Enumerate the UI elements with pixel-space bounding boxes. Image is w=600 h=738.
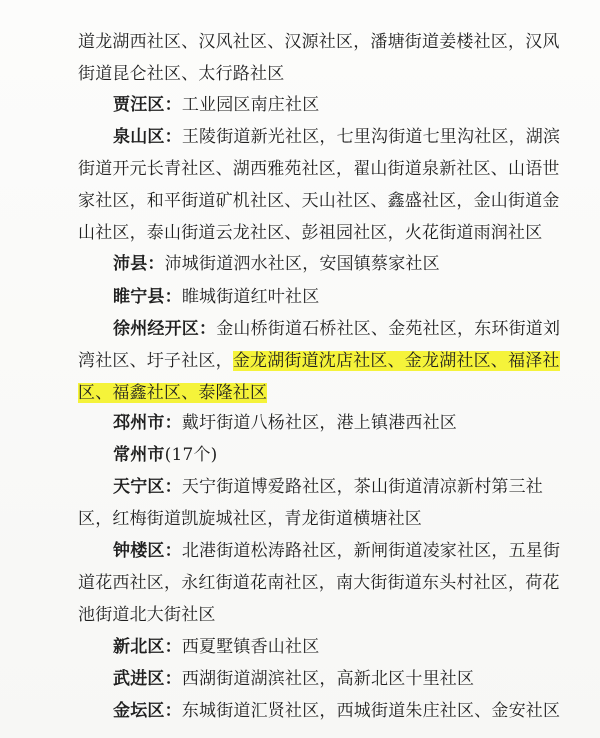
text-line: 工业园区南庄社区 — [181, 95, 320, 115]
paragraph-suining — [0, 281, 600, 313]
paragraph-zhonglou — [0, 535, 600, 631]
district-heading: 贾汪区： — [113, 95, 182, 115]
city-heading-changzhou — [0, 439, 600, 471]
district-heading: 邳州市： — [113, 413, 182, 433]
text-line: 道龙湖西社区、汉风社区、汉源社区，潘塘街道姜楼社区，汉风 — [78, 32, 560, 52]
text-line: 区，红梅街道凯旋城社区，青龙街道横塘社区 — [78, 509, 422, 529]
paragraph-tianning — [0, 471, 600, 535]
paragraph-pizhou — [0, 407, 600, 439]
text-line: 街道开元长青社区、湖西雅苑社区，翟山街道泉新社区、山语世 — [78, 159, 560, 179]
district-heading: 武进区： — [113, 669, 182, 689]
city-count: (17个) — [164, 445, 218, 465]
text-line: 家社区，和平街道矿机社区、天山社区、鑫盛社区，金山街道金 — [78, 191, 560, 211]
paragraph-jiawang — [0, 89, 600, 121]
city-heading: 常州市 — [113, 445, 165, 465]
paragraph-wujin — [0, 663, 600, 695]
district-heading: 金坛区： — [113, 701, 182, 721]
text-line: 天宁街道博爱路社区，茶山街道清凉新村第三社 — [181, 477, 544, 497]
paragraph-xuzhou-econ-zone — [0, 313, 600, 409]
paragraph-peixian — [0, 248, 600, 280]
text-line: 西湖街道湖滨社区，高新北区十里社区 — [181, 669, 475, 689]
paragraph-xinbei — [0, 631, 600, 663]
highlighted-text: 区、福鑫社区、泰隆社区 — [78, 383, 268, 403]
district-heading: 泉山区： — [113, 127, 182, 147]
text-line: 王陵街道新光社区，七里沟街道七里沟社区，湖滨 — [181, 127, 561, 147]
text-line: 戴圩街道八杨社区，港上镇港西社区 — [181, 413, 458, 433]
text-line: 沛城街道泗水社区，安国镇蔡家社区 — [164, 254, 440, 274]
paragraph-continuation — [0, 26, 600, 90]
district-heading: 新北区： — [113, 637, 182, 657]
district-heading: 沛县： — [113, 254, 165, 274]
highlighted-text: 金龙湖街道沈店社区、金龙湖社区、福泽社 — [232, 351, 560, 371]
district-heading: 睢宁县： — [113, 287, 182, 307]
district-heading: 天宁区： — [113, 477, 182, 497]
district-heading: 钟楼区： — [113, 541, 182, 561]
paragraph-quanshan — [0, 121, 600, 249]
text-line: 街道昆仑社区、太行路社区 — [78, 64, 285, 84]
text-line: 金山桥街道石桥社区、金苑社区，东环街道刘 — [216, 319, 561, 339]
text-line: 池街道北大街社区 — [78, 605, 216, 625]
text-line: 睢城街道红叶社区 — [181, 287, 320, 307]
text-line: 西夏墅镇香山社区 — [181, 637, 320, 657]
paragraph-jintan — [0, 695, 600, 727]
text-line: 北港街道松涛路社区，新闸街道凌家社区，五星街 — [181, 541, 561, 561]
text-line: 湾社区、圩子社区， — [78, 351, 233, 371]
text-line: 东城街道汇贤社区，西城街道朱庄社区、金安社区 — [181, 701, 561, 721]
district-heading: 徐州经开区： — [113, 319, 217, 339]
text-line: 山社区，泰山街道云龙社区、彭祖园社区，火花街道雨润社区 — [78, 223, 543, 243]
text-line: 道花西社区，永红街道花南社区，南大街街道东头村社区，荷花 — [78, 573, 560, 593]
